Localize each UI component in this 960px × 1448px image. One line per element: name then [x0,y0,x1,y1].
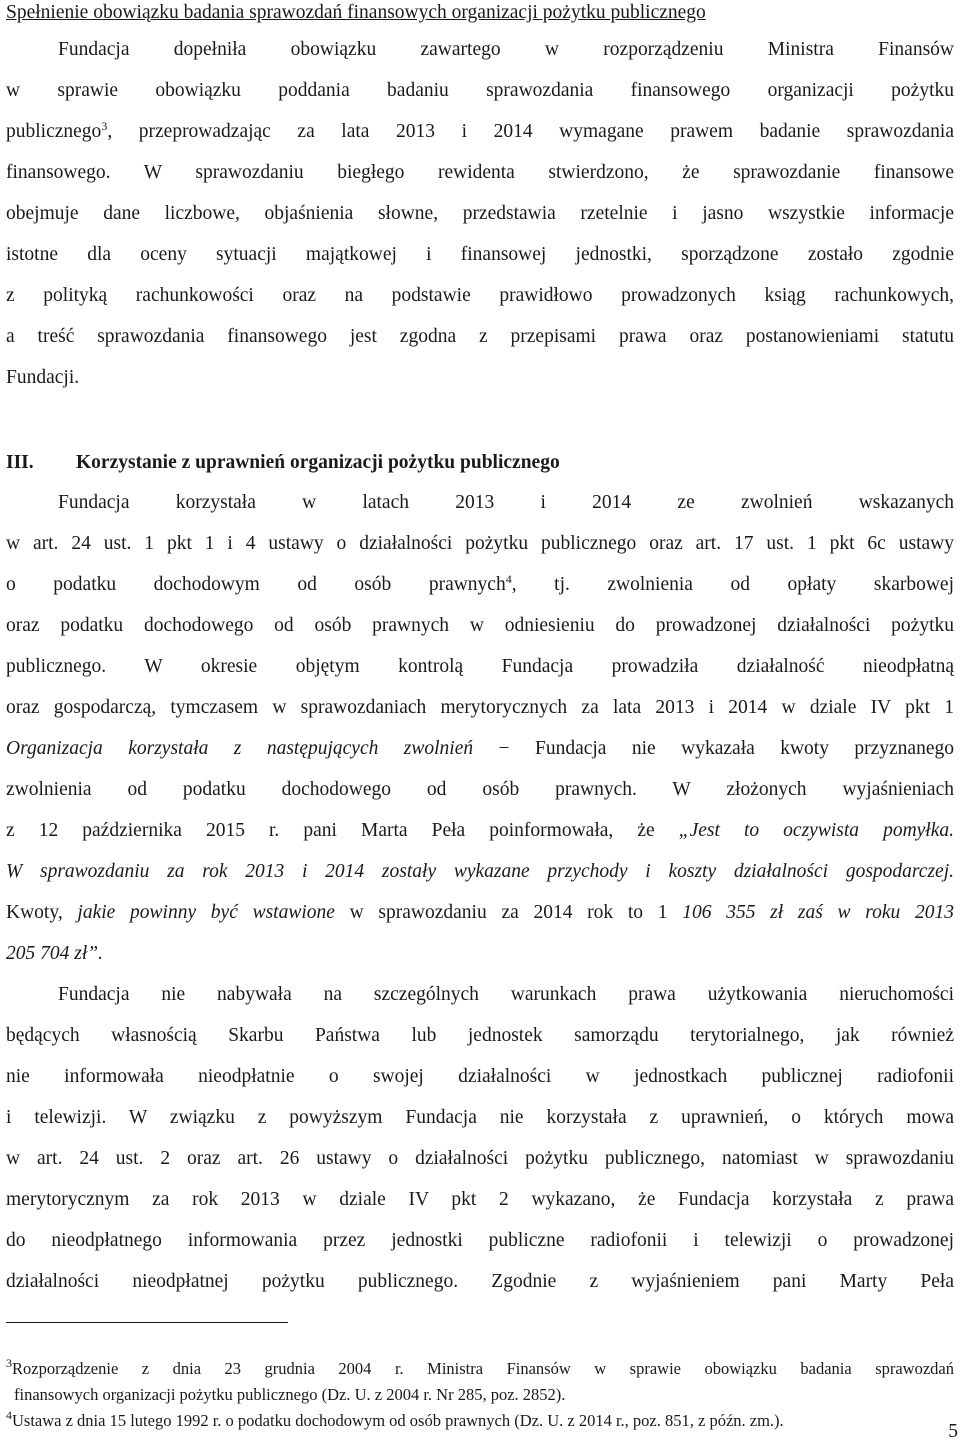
footnote-text: Ustawa z dnia 15 lutego 1992 r. o podatku dochodowym od osób prawnych (Dz. U. z 2014 r., poz. 851, z późn. zm.). [12,1411,784,1430]
paragraph-line: do nieodpłatnego informowania przez jednostki publiczne radiofonii i telewizji o prowadzonej [6,1230,954,1251]
paragraph-line: i telewizji. W związku z powyższym Fundacja nie korzystała z uprawnień, o których mowa [6,1107,954,1128]
paragraph-line: oraz gospodarczą, tymczasem w sprawozdaniach merytorycznych za lata 2013 i 2014 w dziale IV pkt 1 [6,697,954,718]
paragraph-line: W sprawozdaniu za rok 2013 i 2014 zostały wykazane przychody i koszty działalności gospodarczej. [6,861,954,882]
text-span: z 12 października 2015 r. pani Marta Peła poinformowała, że [6,820,679,841]
paragraph-line: będących własnością Skarbu Państwa lub jednostek samorządu terytorialnego, jak również [6,1025,954,1046]
text-span: , tj. zwolnienia od opłaty skarbowej [511,574,954,595]
paragraph-line: 205 704 zł”. [6,943,103,964]
footnote-text: Rozporządzenie z dnia 23 grudnia 2004 r. Ministra Finansów w sprawie obowiązku badania sprawozdań [12,1359,954,1378]
paragraph-line: merytorycznym za rok 2013 w dziale IV pkt 2 wykazano, że Fundacja korzystała z prawa [6,1189,954,1210]
paragraph-line: istotne dla oceny sytuacji majątkowej i finansowej jednostki, sporządzone zostało zgodnie [6,244,954,265]
text-span: , przeprowadzając za lata 2013 i 2014 wymagane prawem badanie sprawozdania [107,121,954,142]
text-span: publicznego [6,121,102,142]
text-span: o podatku dochodowym od osób prawnych [6,574,506,595]
footnote-3-cont: finansowych organizacji pożytku publicznego (Dz. U. z 2004 r. Nr 285, poz. 2852). [14,1385,566,1404]
footnote-3 [6,1358,954,1380]
footnote-ref-3: 3 [101,119,108,133]
italic-text: Organizacja korzystała z następujących zwolnień [6,738,474,759]
paragraph-line [6,572,954,598]
paragraph-line: obejmuje dane liczbowe, objaśnienia słowne, przedstawia rzetelnie i jasno wszystkie informacje [6,203,954,224]
footnote-mark: 4 [6,1408,12,1422]
paragraph-line: zwolnienia od podatku dochodowego od osób prawnych. W złożonych wyjaśnieniach [6,779,954,800]
paragraph-line: Fundacja korzystała w latach 2013 i 2014 ze zwolnień wskazanych [58,492,954,513]
section-title: Korzystanie z uprawnień organizacji pożytku publicznego [76,452,560,473]
paragraph-line: działalności nieodpłatnej pożytku publicznego. Zgodnie z wyjaśnieniem pani Marty Peła [6,1271,954,1292]
italic-quote: „Jest to oczywista pomyłka. [678,820,955,841]
footnote-4 [6,1410,784,1432]
text-span: − Fundacja nie wykazała kwoty przyznanego [473,738,954,759]
paragraph-line [6,119,954,145]
italic-text: 106 355 zł zaś w roku 2013 [682,902,954,923]
paragraph-line [6,818,954,844]
paragraph-line: nie informowała nieodpłatnie o swojej działalności w jednostkach publicznej radiofonii [6,1066,954,1087]
paragraph-line [6,736,954,762]
footnote-ref-4: 4 [505,572,512,586]
paragraph-line: w art. 24 ust. 2 oraz art. 26 ustawy o działalności pożytku publicznego, natomiast w sprawozdaniu [6,1148,954,1169]
paragraph-line [6,900,954,926]
page-title: Spełnienie obowiązku badania sprawozdań finansowych organizacji pożytku publicznego [6,2,706,23]
paragraph-line: finansowego. W sprawozdaniu biegłego rewidenta stwierdzono, że sprawozdanie finansowe [6,162,954,183]
paragraph-line: w art. 24 ust. 1 pkt 1 i 4 ustawy o działalności pożytku publicznego oraz art. 17 ust. 1 pkt 6c ustawy [6,533,954,554]
italic-text: jakie powinny być wstawione [77,902,335,923]
paragraph-line: z polityką rachunkowości oraz na podstawie prawidłowo prowadzonych ksiąg rachunkowych, [6,285,954,306]
paragraph-line: a treść sprawozdania finansowego jest zgodna z przepisami prawa oraz postanowieniami statutu [6,326,954,347]
paragraph-line: oraz podatku dochodowego od osób prawnych w odniesieniu do prowadzonej działalności pożytku [6,615,954,636]
section-number: III. [6,452,34,473]
footnote-separator [6,1322,288,1323]
paragraph-line: Fundacja dopełniła obowiązku zawartego w rozporządzeniu Ministra Finansów [58,39,954,60]
paragraph-line: Fundacji. [6,367,80,388]
paragraph-line: Fundacja nie nabywała na szczególnych warunkach prawa użytkowania nieruchomości [58,984,954,1005]
paragraph-line: w sprawie obowiązku poddania badaniu sprawozdania finansowego organizacji pożytku [6,80,954,101]
text-span: w sprawozdaniu za 2014 rok to 1 [334,902,683,923]
paragraph-line: publicznego. W okresie objętym kontrolą Fundacja prowadziła działalność nieodpłatną [6,656,954,677]
text-span: Kwoty, [6,902,78,923]
page-number: 5 [948,1421,958,1442]
footnote-mark: 3 [6,1356,12,1370]
